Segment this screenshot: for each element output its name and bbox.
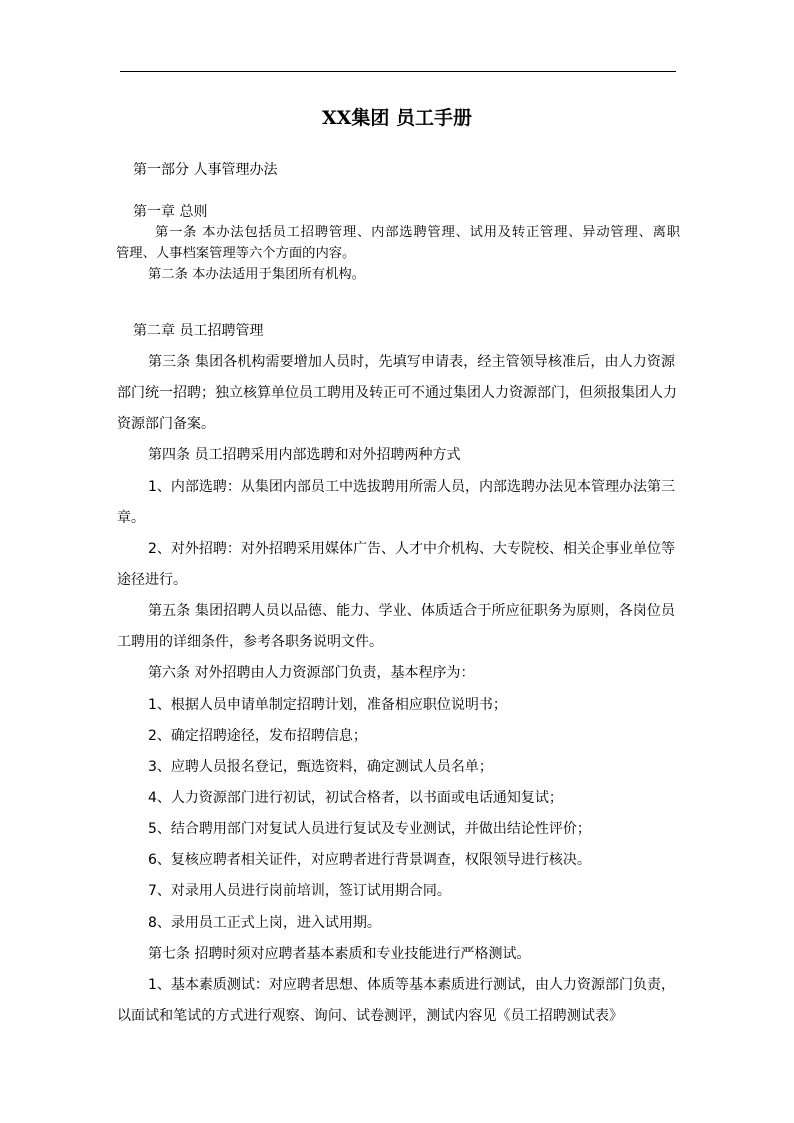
- article-2: 第二条 本办法适用于集团所有机构。: [148, 267, 365, 282]
- article-4-item-2-line-2: 途径进行。: [117, 572, 187, 588]
- article-6: 第六条 对外招聘由人力资源部门负责，基本程序为：: [148, 665, 475, 681]
- article-7: 第七条 招聘时须对应聘者基本素质和专业技能进行严格测试。: [148, 946, 531, 962]
- article-6-step: 5、结合聘用部门对复试人员进行复试及专业测试，并做出结论性评价；: [148, 821, 591, 837]
- article-6-step: 4、人力资源部门进行初试，初试合格者，以书面或电话通知复试；: [148, 790, 563, 806]
- article-1-line-1: 第一条 本办法包括员工招聘管理、内部选聘管理、试用及转正管理、异动管理、离职: [155, 225, 680, 240]
- article-4-item-2-line-1: 2、对外招聘：对外招聘采用媒体广告、人才中介机构、大专院校、相关企事业单位等: [148, 541, 675, 557]
- header-rule: [120, 71, 676, 72]
- article-3-line-3: 资源部门备案。: [117, 416, 215, 432]
- article-5-line-1: 第五条 集团招聘人员以品德、能力、学业、体质适合于所应征职务为原则，各岗位员: [148, 603, 675, 619]
- article-4: 第四条 员工招聘采用内部选聘和对外招聘两种方式: [148, 447, 461, 463]
- document-title: XX集团 员工手册: [321, 107, 473, 129]
- article-6-step: 2、确定招聘途径，发布招聘信息；: [148, 728, 367, 744]
- article-6-step: 1、根据人员申请单制定招聘计划，准备相应职位说明书；: [148, 697, 507, 713]
- article-6-step: 3、应聘人员报名登记，甄选资料，确定测试人员名单；: [148, 759, 493, 775]
- article-7-item-1-line-2: 以面试和笔试的方式进行观察、询问、试卷测评，测试内容见《员工招聘测试表》: [117, 1008, 623, 1024]
- part-heading: 第一部分 人事管理办法: [133, 162, 278, 178]
- chapter-heading: 第二章 员工招聘管理: [133, 323, 264, 339]
- article-4-item-1-line-2: 章。: [117, 510, 145, 526]
- chapter-heading: 第一章 总则: [133, 204, 208, 220]
- article-3-line-1: 第三条 集团各机构需要增加人员时，先填写申请表，经主管领导核准后，由人力资源: [148, 354, 675, 370]
- article-5-line-2: 工聘用的详细条件，参考各职务说明文件。: [117, 634, 383, 650]
- article-7-item-1-line-1: 1、基本素质测试：对应聘者思想、体质等基本素质进行测试，由人力资源部门负责，: [148, 977, 675, 993]
- article-4-item-1-line-1: 1、内部选聘：从集团内部员工中选拔聘用所需人员，内部选聘办法见本管理办法第三: [148, 479, 675, 495]
- article-6-step: 8、录用员工正式上岗，进入试用期。: [148, 915, 381, 931]
- article-6-step: 7、对录用人员进行岗前培训，签订试用期合同。: [148, 883, 451, 899]
- article-6-step: 6、复核应聘者相关证件，对应聘者进行背景调查，权限领导进行核决。: [148, 852, 591, 868]
- article-1-line-2: 管理、人事档案管理等六个方面的内容。: [116, 246, 356, 261]
- article-3-line-2: 部门统一招聘；独立核算单位员工聘用及转正可不通过集团人力资源部门，但须报集团人力: [117, 385, 677, 401]
